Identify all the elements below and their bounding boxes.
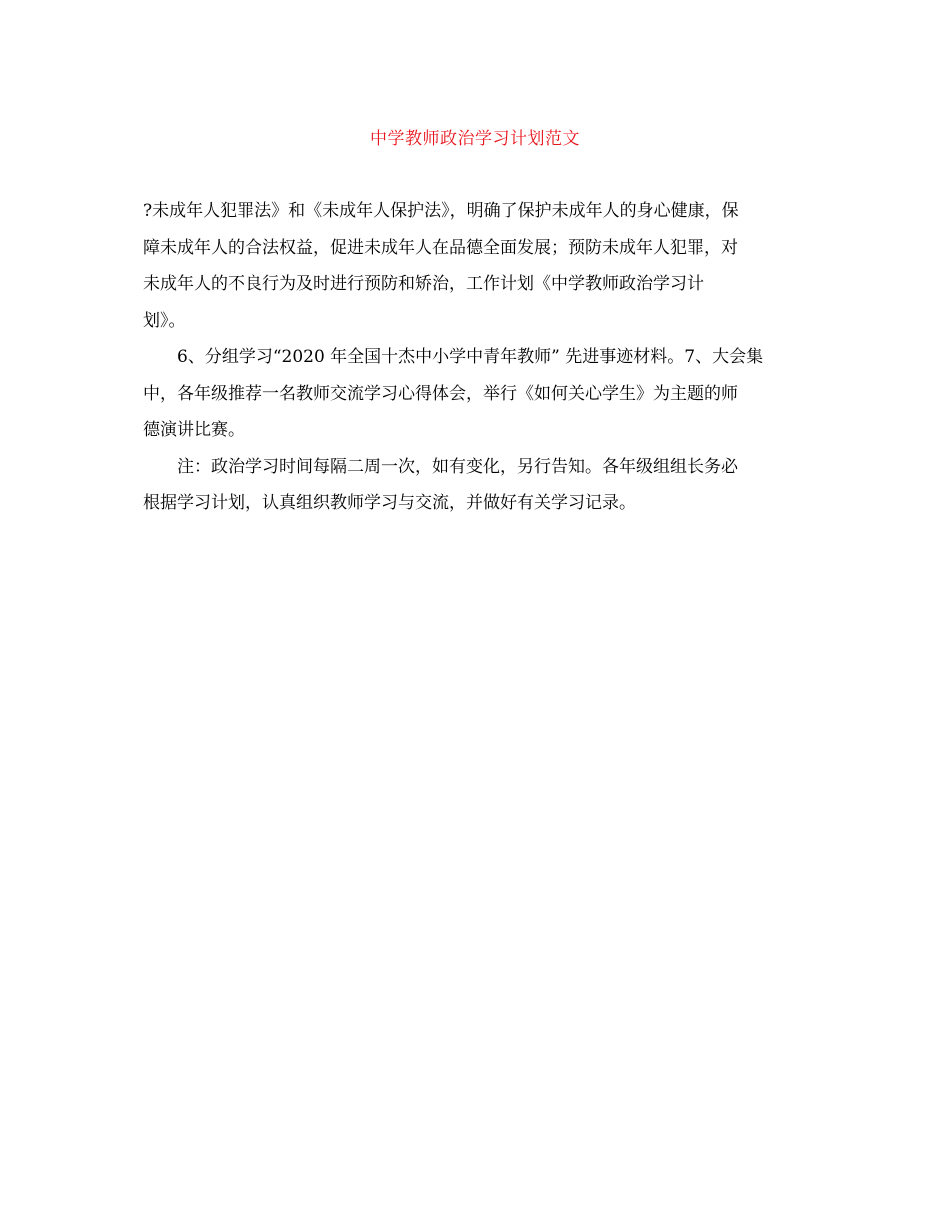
paragraph-line: 障未成年人的合法权益，促进未成年人在品德全面发展；预防未成年人犯罪，对: [143, 237, 738, 258]
paragraph-line: ?未成年人犯罪法》和《未成年人保护法》，明确了保护未成年人的身心健康，保: [143, 201, 739, 221]
document-title: 中学教师政治学习计划范文: [370, 129, 580, 149]
paragraph-line: 划》。: [143, 310, 186, 331]
paragraph-line: 中，各年级推荐一名教师交流学习心得体会，举行《如何关心学生》为主题的师: [143, 383, 738, 404]
paragraph-line: 6、分组学习“2020 年全国十杰中小学中青年教师” 先进事迹材料。7、大会集: [177, 347, 764, 367]
document-body: [143, 193, 807, 522]
paragraph-line: 注：政治学习时间每隔二周一次，如有变化，另行告知。各年级组组长务必: [177, 456, 738, 477]
paragraph-line: 根据学习计划，认真组织教师学习与交流，并做好有关学习记录。: [143, 493, 636, 513]
paragraph-line: 德演讲比赛。: [143, 420, 245, 440]
paragraph-line: 未成年人的不良行为及时进行预防和矫治，工作计划《中学教师政治学习计: [143, 274, 704, 294]
